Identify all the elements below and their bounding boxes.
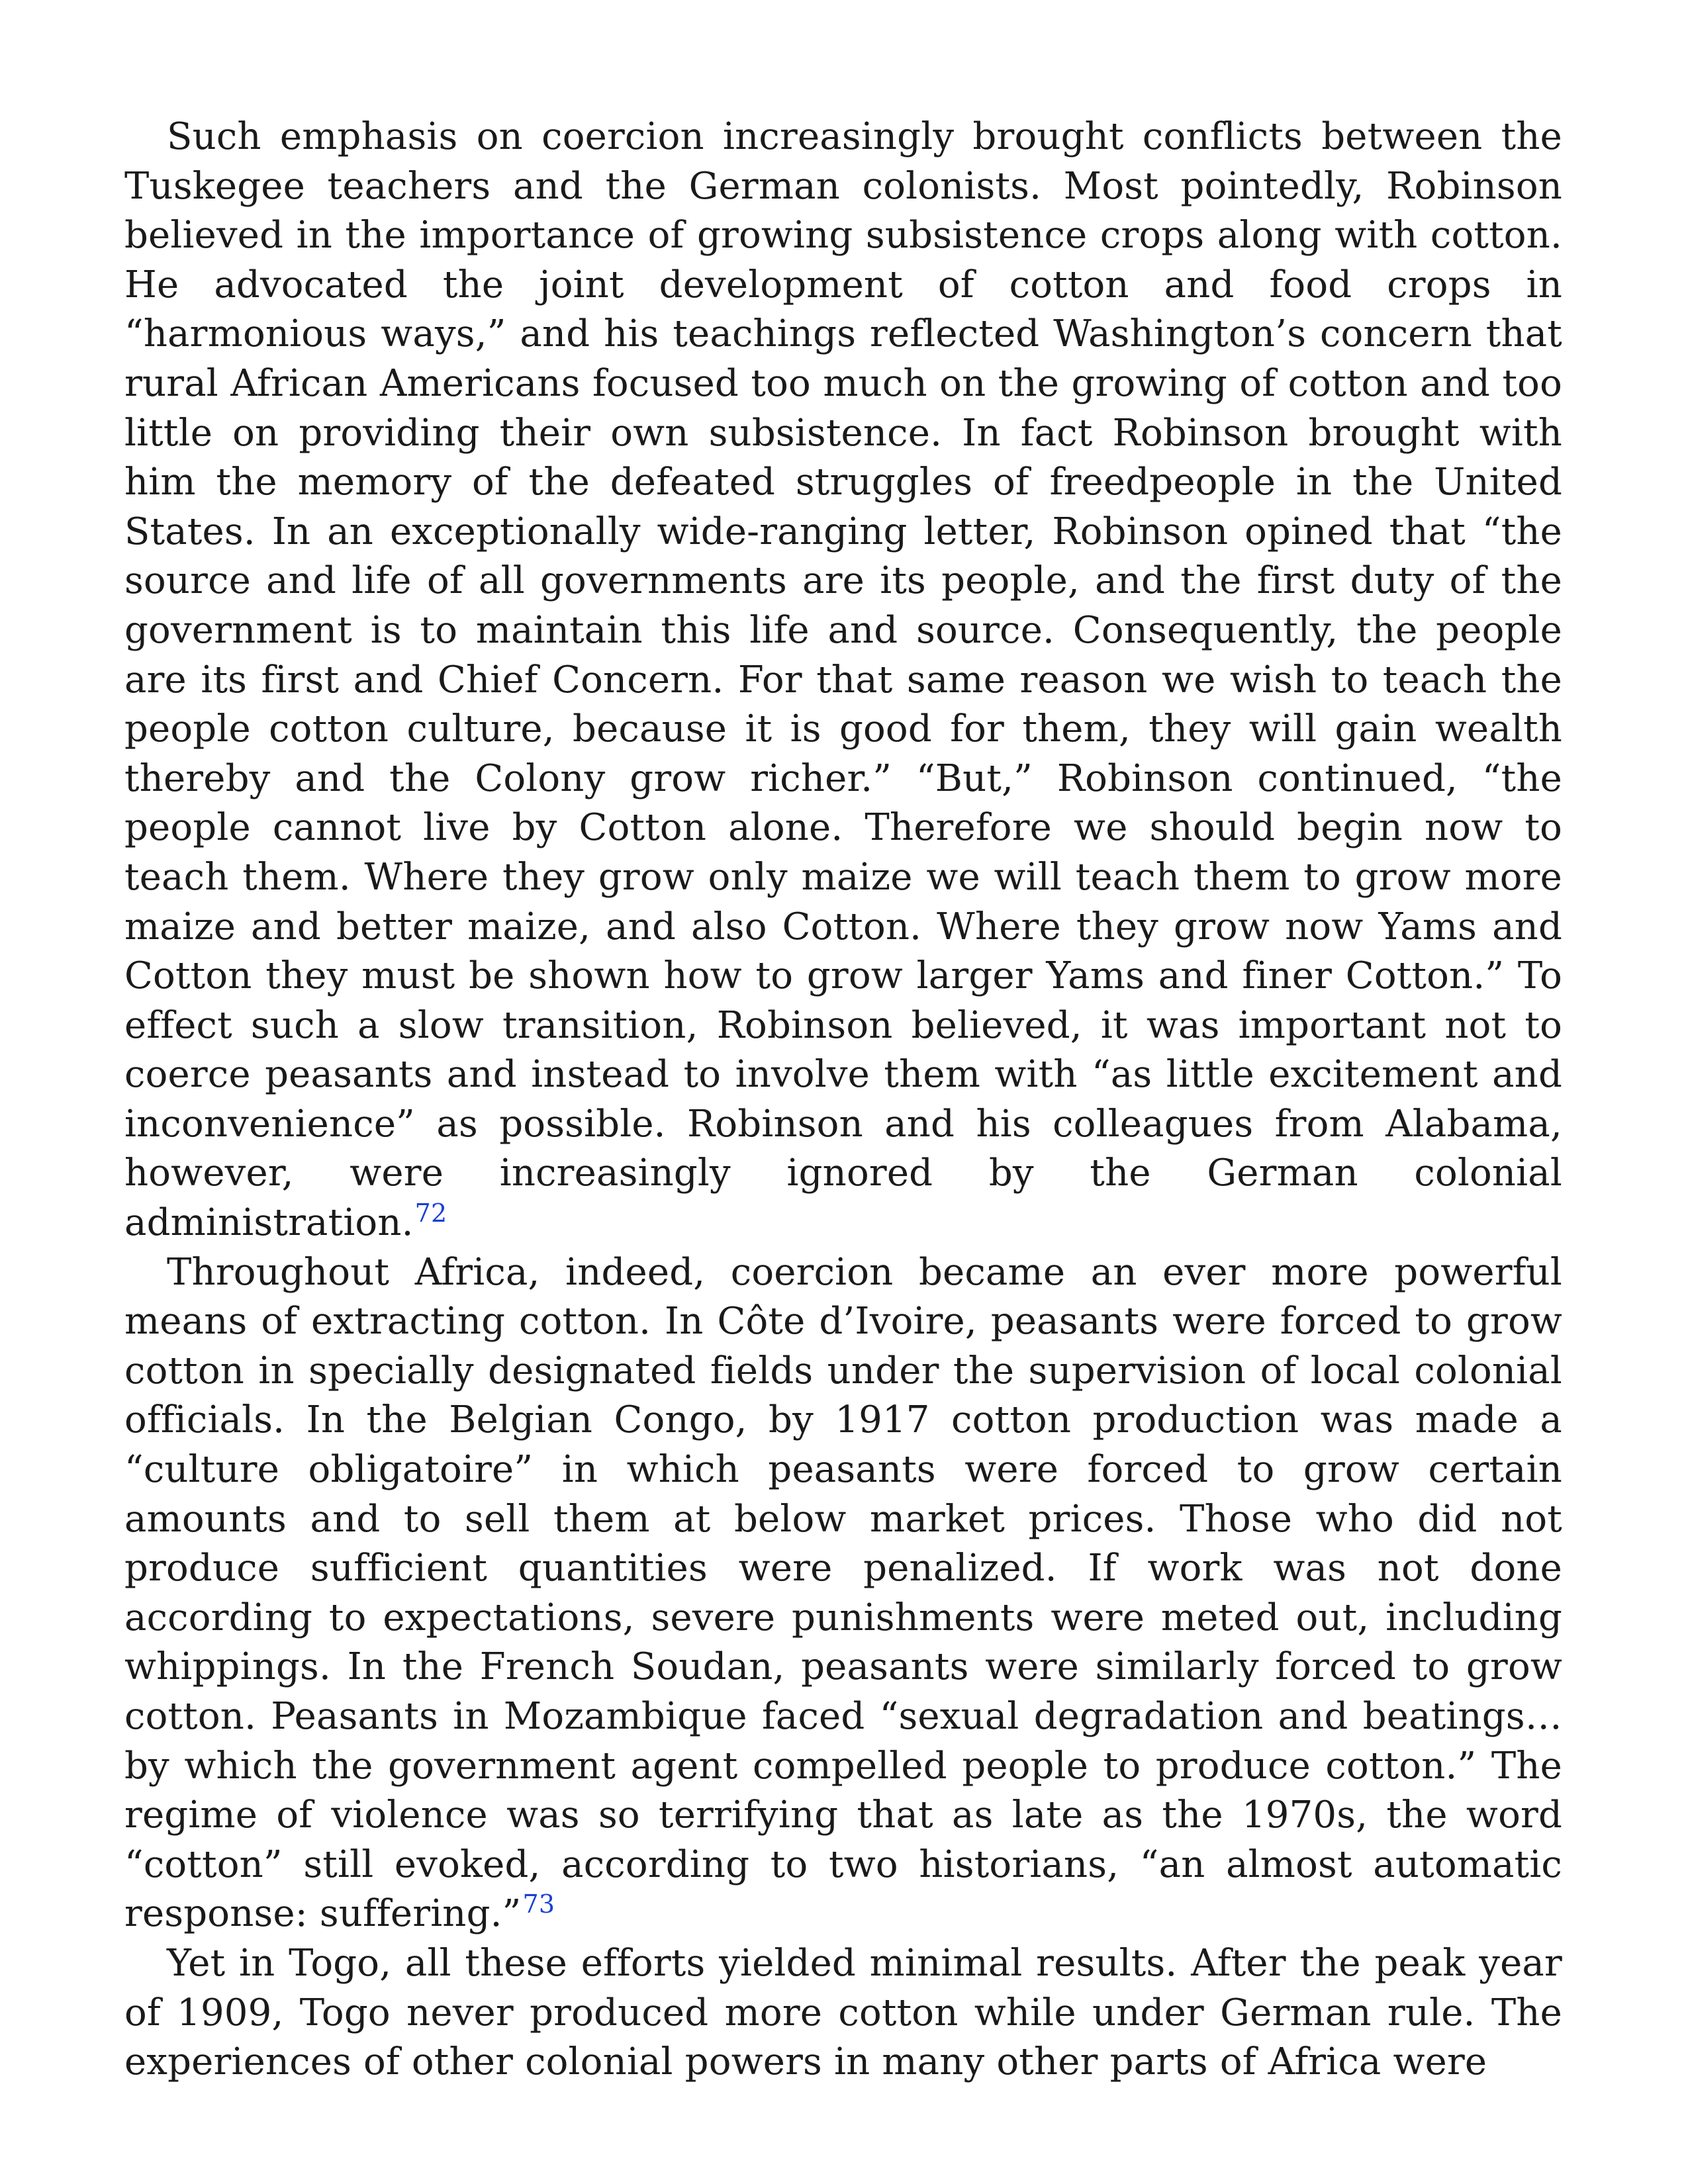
paragraph-2	[124, 1248, 1562, 1939]
paragraph-2-text: Throughout Africa, indeed, coercion became an ever more powerful means of extracting cotton. In Côte d’Ivoire, peasants were forced to grow cotton in specially designated fields under the supervision of local colonial officials. In the Belgian Congo, by 1917 cotton production was made a “culture obligatoire” in which peasants were forced to grow certain amounts and to sell them at below market prices. Those who did not produce sufficient quantities were penalized. If work was not done according to expectations, severe punishments were meted out, including whippings. In the French Soudan, peasants were similarly forced to grow cotton. Peasants in Mozambique faced “sexual degradation and beatings…by which the government agent compelled people to produce cotton.” The regime of violence was so terrifying that as late as the 1970s, the word “cotton” still evoked, according to two historians, “an almost automatic response: suffering.”	[124, 1250, 1562, 1936]
footnote-link-73[interactable]: 73	[522, 1889, 555, 1919]
paragraph-1	[124, 113, 1562, 1248]
page-body	[124, 113, 1562, 2087]
paragraph-1-text: Such emphasis on coercion increasingly brought conflicts between the Tuskegee teachers and the German colonists. Most pointedly, Robinson believed in the importance of growing subsistence crops along with cotton. He advocated the joint development of cotton and food crops in “harmonious ways,” and his teachings reflected Washington’s concern that rural African Americans focused too much on the growing of cotton and too little on providing their own subsistence. In fact Robinson brought with him the memory of the defeated struggles of freedpeople in the United States. In an exceptionally wide-ranging letter, Robinson opined that “the source and life of all governments are its people, and the first duty of the government is to maintain this life and source. Consequently, the people are its first and Chief Concern. For that same reason we wish to teach the people cotton culture, because it is good for them, they will gain wealth thereby and the Colony grow richer.” “But,” Robinson continued, “the people cannot live by Cotton alone. Therefore we should begin now to teach them. Where they grow only maize we will teach them to grow more maize and better maize, and also Cotton. Where they grow now Yams and Cotton they must be shown how to grow larger Yams and finer Cotton.” To effect such a slow transition, Robinson believed, it was important not to coerce peasants and instead to involve them with “as little excitement and inconvenience” as possible. Robinson and his colleagues from Alabama, however, were increasingly ignored by the German colonial administration.	[124, 115, 1562, 1245]
paragraph-3-text: Yet in Togo, all these efforts yielded minimal results. After the peak year of 1909, Togo never produced more cotton while under German rule. The experiences of other colonial powers in many other parts of Africa were	[124, 1941, 1562, 2084]
footnote-link-72[interactable]: 72	[414, 1199, 447, 1228]
paragraph-3	[124, 1939, 1562, 2087]
